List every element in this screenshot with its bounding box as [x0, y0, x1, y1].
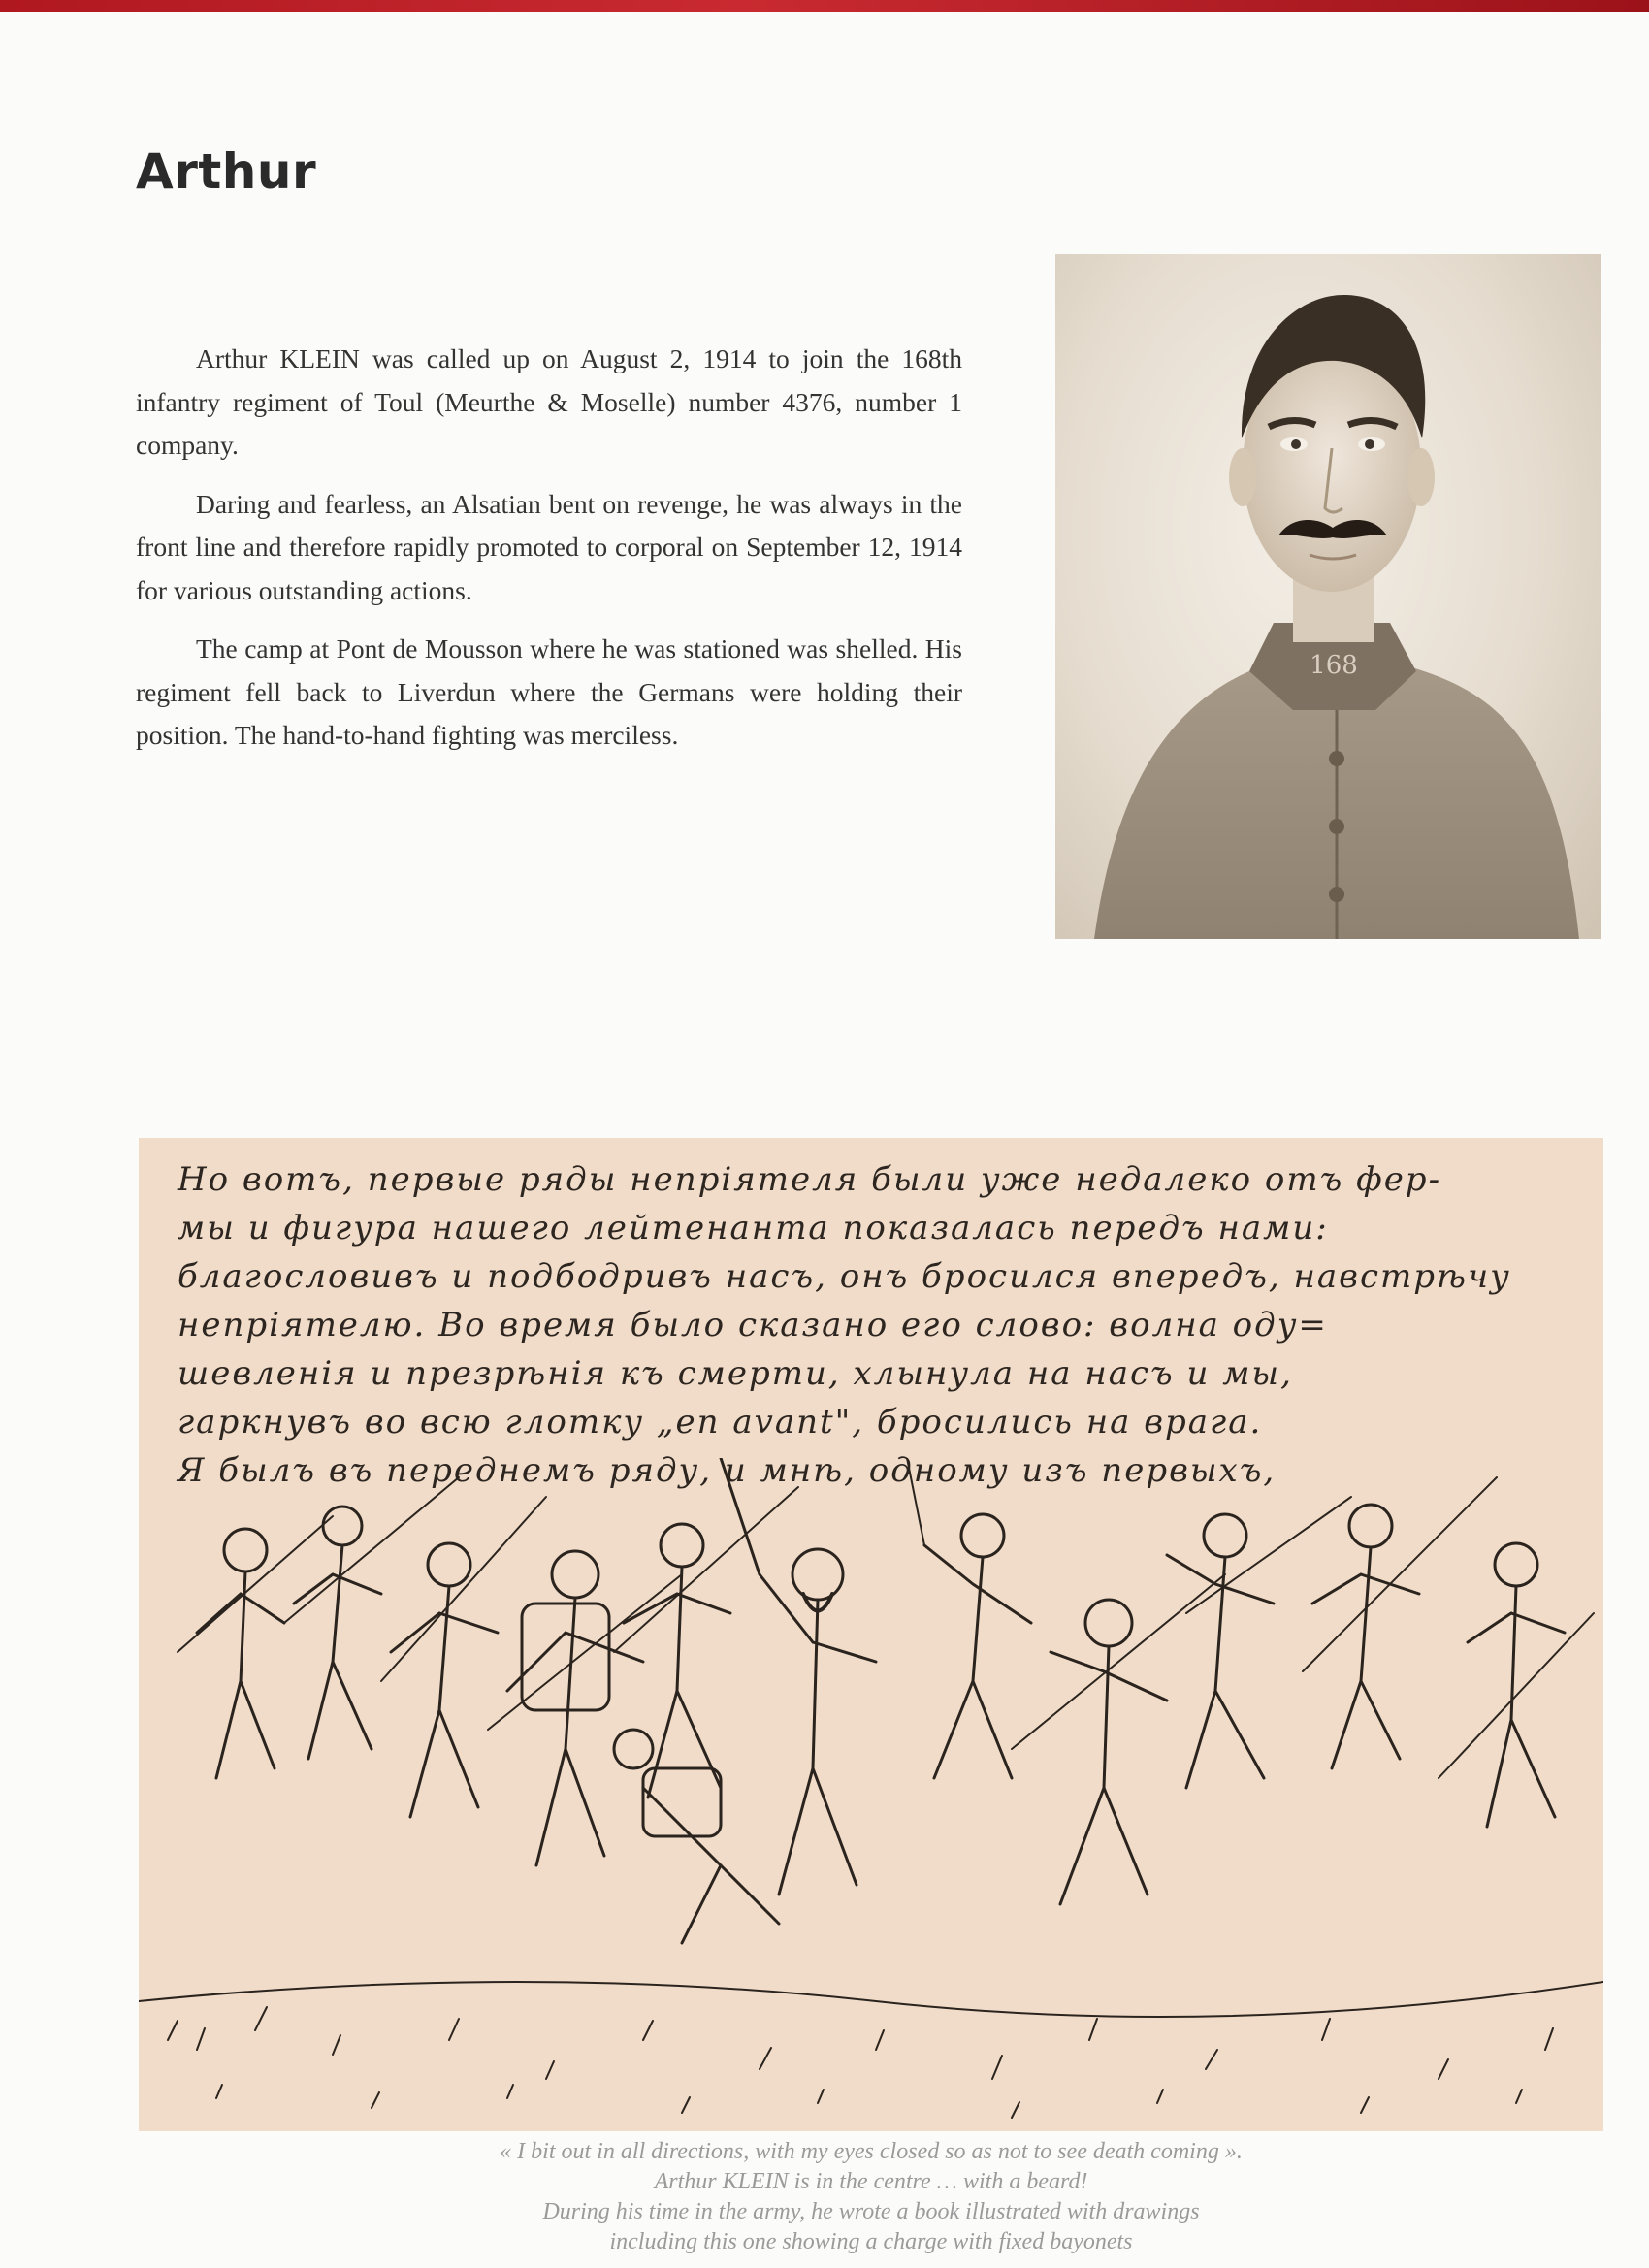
figure-caption: [139, 2137, 1603, 2257]
caption-line: « I bit out in all directions, with my eyes closed so as not to see death coming ».: [500, 2139, 1243, 2164]
bayonet-charge-sketch: [139, 1458, 1603, 2131]
manuscript-text: [178, 1155, 1574, 1495]
paragraph-callup: Arthur KLEIN was called up on August 2, 1914 to join the 168th infantry regiment of Toul (Meurthe & Moselle) number 4376, number 1 company.: [136, 343, 962, 460]
battle-drawing: [139, 1138, 1603, 2131]
paragraph-promotion: Daring and fearless, an Alsatian bent on revenge, he was always in the front line and therefore rapidly promoted to corporal on September 12, 1914 for various outstanding actions.: [136, 488, 962, 605]
top-color-band: [0, 0, 1649, 12]
manuscript-line: мы и фигура нашего лейтенанта показалась передъ нами:: [178, 1209, 1329, 1247]
manuscript-line: Я былъ въ переднемъ ряду, и мнѣ, одному изъ первыхъ,: [178, 1451, 1277, 1490]
page-title: Arthur: [136, 144, 317, 200]
caption-line: During his time in the army, he wrote a book illustrated with drawings: [542, 2199, 1200, 2224]
manuscript-line: непріятелю. Во время было сказано его слово: волна оду=: [178, 1306, 1328, 1345]
manuscript-line: гаркнувъ во всю глотку „en avant", бросились на врага.: [178, 1403, 1263, 1442]
caption-line: Arthur KLEIN is in the centre … with a beard!: [654, 2169, 1088, 2194]
portrait-illustration: [1055, 254, 1600, 939]
manuscript-line: шевленія и презрѣнія къ смерти, хлынула на насъ и мы,: [178, 1354, 1293, 1393]
collar-number: 168: [1310, 651, 1358, 680]
portrait-photo: [1055, 254, 1600, 939]
manuscript-line: Но вотъ, первые ряды непріятеля были уже недалеко отъ фер-: [178, 1160, 1442, 1199]
body-text: [136, 338, 962, 773]
manuscript-line: благословивъ и подбодривъ насъ, онъ бросился впередъ, навстрѣчу: [178, 1257, 1511, 1296]
caption-line: including this one showing a charge with fixed bayonets: [609, 2229, 1133, 2254]
paragraph-liverdun: The camp at Pont de Mousson where he was stationed was shelled. His regiment fell back to Liverdun where the Germans were holding their position. The hand-to-hand fighting was merciless.: [136, 633, 962, 750]
